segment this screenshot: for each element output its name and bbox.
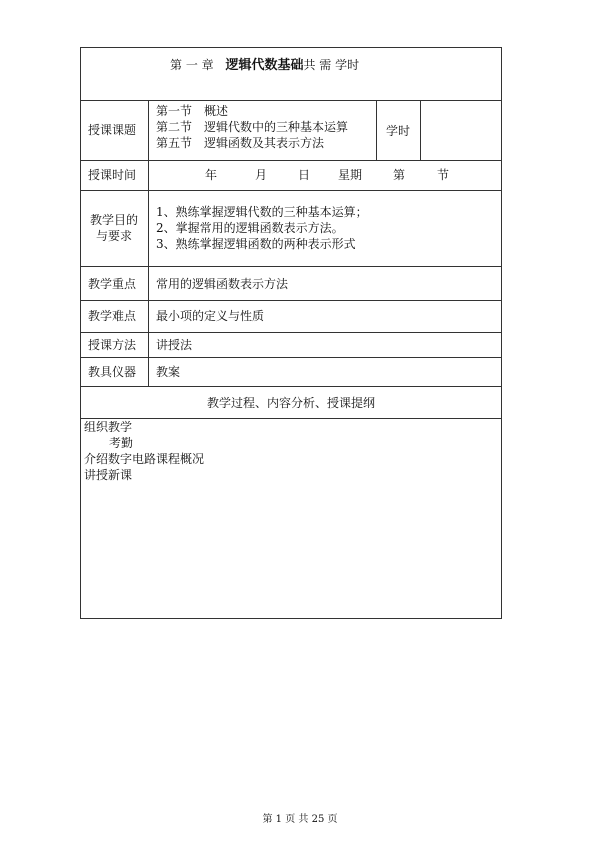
column-divider [376, 100, 377, 160]
row-divider [80, 418, 502, 419]
process-line: 讲授新课 [84, 468, 133, 482]
page-number: 第 1 页 共 25 页 [262, 814, 338, 825]
row-divider [80, 266, 502, 267]
column-divider [420, 100, 421, 160]
row-divider [80, 100, 502, 101]
key-points-label: 教学重点 [88, 277, 137, 291]
time-year: 年 [205, 168, 218, 182]
topic-line: 第五节 逻辑函数及其表示方法 [156, 136, 325, 150]
difficulties-label: 教学难点 [88, 309, 137, 323]
time-month: 月 [255, 168, 268, 182]
tools-label: 教具仪器 [88, 365, 137, 379]
goals-label-line2: 与要求 [96, 229, 133, 243]
topic-line: 第二节 逻辑代数中的三种基本运算 [156, 120, 349, 134]
difficulties-value: 最小项的定义与性质 [156, 309, 265, 323]
chapter-title: 第 一 章 逻辑代数基础共 需 学时 [170, 58, 360, 73]
goal-line: 2、掌握常用的逻辑函数表示方法。 [156, 221, 344, 235]
process-line: 介绍数字电路课程概况 [84, 452, 205, 466]
tools-value: 教案 [156, 365, 181, 379]
process-line: 组织教学 [84, 420, 133, 434]
row-divider [80, 357, 502, 358]
column-divider [148, 100, 149, 386]
row-divider [80, 300, 502, 301]
goal-line: 1、熟练掌握逻辑代数的三种基本运算； [156, 205, 368, 219]
row-divider [80, 386, 502, 387]
row-divider [80, 332, 502, 333]
goals-label-line1: 教学目的 [90, 213, 139, 227]
time-label: 授课时间 [88, 168, 137, 182]
method-value: 讲授法 [156, 338, 193, 352]
goal-line: 3、熟练掌握逻辑函数的两种表示形式 [156, 237, 356, 251]
topic-label: 授课课题 [88, 123, 137, 137]
hours-label: 学时 [386, 124, 411, 138]
time-period-suffix: 节 [437, 168, 450, 182]
key-points-value: 常用的逻辑函数表示方法 [156, 277, 289, 291]
time-day: 日 [298, 168, 311, 182]
row-divider [80, 190, 502, 191]
row-divider [80, 160, 502, 161]
process-heading: 教学过程、内容分析、授课提纲 [206, 396, 375, 410]
method-label: 授课方法 [88, 338, 137, 352]
process-line: 考勤 [109, 436, 134, 450]
topic-line: 第一节 概述 [156, 104, 229, 118]
time-weekday: 星期 [338, 168, 363, 182]
time-period-prefix: 第 [393, 168, 406, 182]
